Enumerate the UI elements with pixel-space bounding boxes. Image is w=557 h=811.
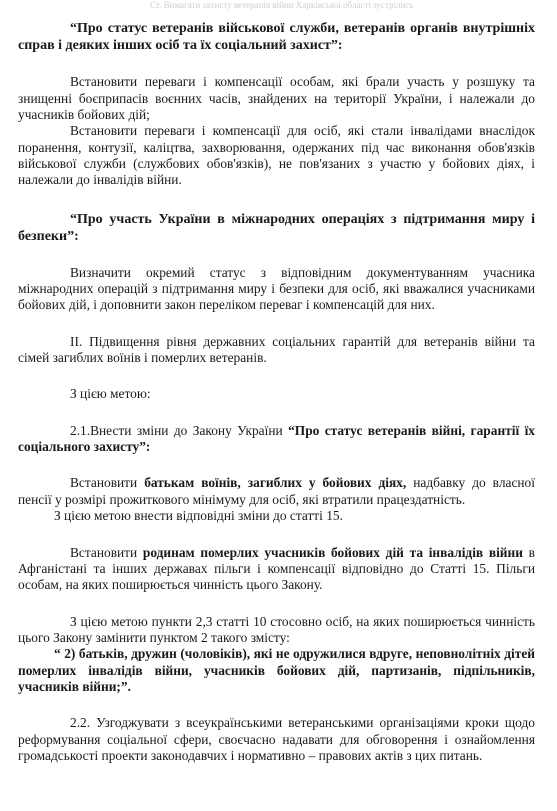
paragraph-7 xyxy=(18,475,535,508)
paragraph-7-post: надбавку до власної пенсії у розмірі прожиткового мінімуму для осіб, які втратили працездатність. xyxy=(18,475,535,507)
law1-title: “Про статус ветеранів військової служби, ветеранів органів внутрішніх справ і деяких інших осіб та їх соціальний захист”: xyxy=(18,21,535,54)
paragraph-9 xyxy=(18,545,535,594)
paragraph-7-pre: Встановити xyxy=(70,475,145,491)
paragraph-1: Встановити переваги і компенсації особам, які брали участь у розшуку та знищенні боєприпасів воєнних часів, знайдених на території України, і належали до учасників бойових дій; xyxy=(18,74,535,122)
paragraph-7-bold: батькам воїнів, загиблих у бойових діях, xyxy=(144,475,407,491)
paragraph-2: Встановити переваги і компенсації для осіб, які стали інвалідами внаслідок поранення, контузії, каліцтва, захворювання, одержаних під час виконання обов'язків військової служби (службових обов'язків), не пов'язаних з участю у бойових діях, і належали до інвалідів війни. xyxy=(18,123,535,188)
paragraph-9-bold: родинам померлих учасників бойових дій та інвалідів війни xyxy=(142,544,523,560)
bleed-through-text: Ст. Вимагати захисту ветеранів війни Харківської області зустрілись xyxy=(150,0,414,10)
law2-title: “Про участь України в міжнародних операціях з підтримання миру і безпеки”: xyxy=(18,211,535,244)
paragraph-12: 2.2. Узгоджувати з всеукраїнськими ветеранськими організаціями кроки щодо реформування соціальної сфери, своєчасно надавати для обговорення і ознайомлення громадськості проекти законодавчих і нормативно – правових актів з цих питань. xyxy=(18,715,535,763)
paragraph-8: З цією метою внести відповідні зміни до статті 15. xyxy=(54,508,343,524)
paragraph-9-pre: Встановити xyxy=(70,544,143,560)
paragraph-4: II. Підвищення рівня державних соціальних гарантій для ветеранів війни та сімей загиблих воїнів і померлих ветеранів. xyxy=(18,333,535,366)
paragraph-9-post: в Афганістані та інших державах пільги і компенсації відповідно до Статті 15. Пільги особам, на яких поширюється чинність цього Закону. xyxy=(18,544,535,593)
paragraph-3: Визначити окремий статус з відповідним документуванням учасника міжнародних операцій з підтримання миру і безпеки для осіб, які вважалися учасниками бойових дій, і доповнити закон переліком переваг і компенсацій для них. xyxy=(18,264,535,313)
paragraph-6-text: 2.1.Внести зміни до Закону України xyxy=(70,422,289,438)
paragraph-11-quote: “ 2) батьків, дружин (чоловіків), які не одружилися вдруге, неповнолітніх дітей померлих інвалідів війни, учасників бойових дій, партизанів, підпільників, учасників війни;”. xyxy=(18,646,535,694)
paragraph-10: З цією метою пункти 2,3 статті 10 стосовно осіб, на яких поширюється чинність цього Закону замінити пунктом 2 такого змісту: xyxy=(18,613,535,645)
law3-title: “Про статус ветеранів війні, гарантії їх соціального захисту”: xyxy=(18,422,535,455)
paragraph-5: З цією метою: xyxy=(70,386,151,402)
paragraph-6 xyxy=(18,423,535,456)
